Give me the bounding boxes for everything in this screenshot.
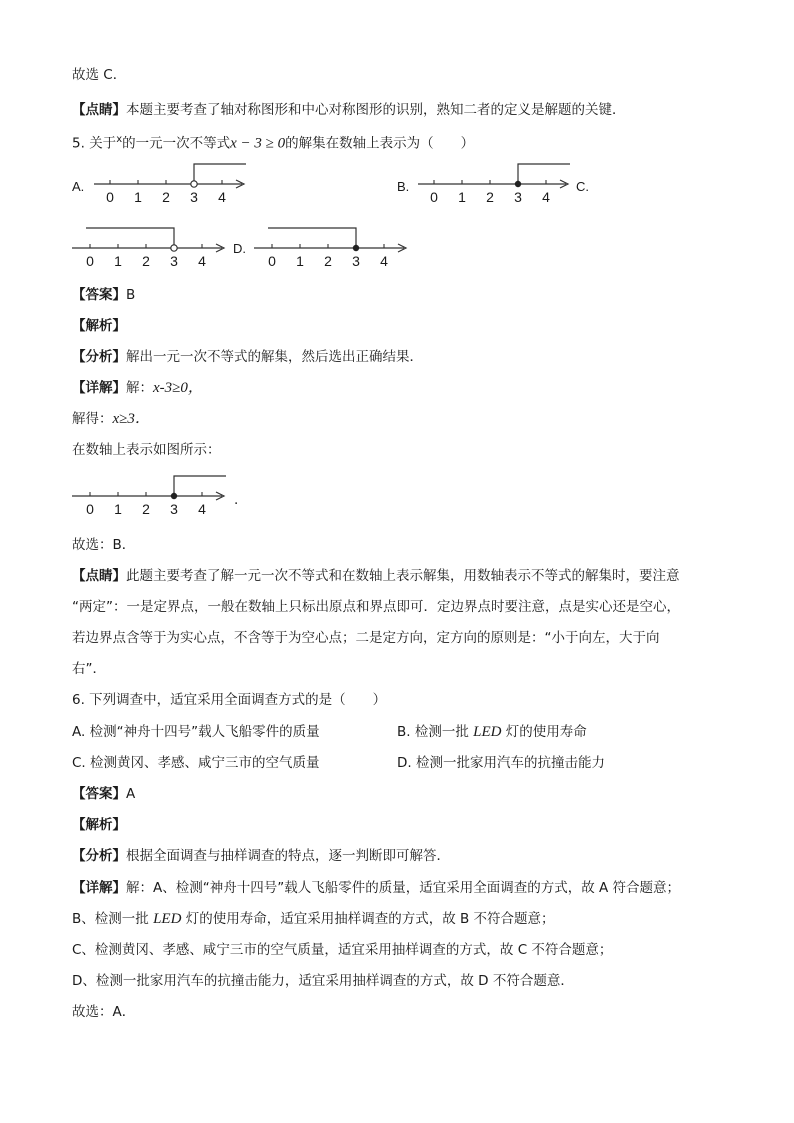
tick-label: 4: [218, 189, 226, 205]
detail-prefix: 解：: [126, 380, 153, 396]
q6-detail: [72, 879, 680, 897]
fenxi-tag: 【分析】: [72, 349, 126, 365]
tick-label: 2: [324, 253, 332, 269]
tick-label: 2: [486, 189, 494, 205]
q5-stem: [72, 131, 474, 153]
tick-label: 1: [458, 189, 466, 205]
dianjing-tag: 【点睛】: [72, 568, 126, 584]
q6-fenxi: [72, 847, 450, 865]
answer-text: B: [126, 287, 136, 303]
q6-option-b: [397, 723, 587, 741]
q5-conclusion: 故选：B．: [72, 537, 136, 553]
detail-tag: 【详解】: [72, 380, 126, 396]
q5-dianjing-l2: “两定”：一是定界点，一般在数轴上只标出原点和界点即可．定边界点时要注意，点是实心还是空心，: [72, 599, 680, 615]
detail-b-post: 灯的使用寿命，适宜采用抽样调查的方式，故 B 不符合题意；: [181, 911, 555, 927]
q5-solution-numberline: [70, 474, 230, 520]
fenxi-tag: 【分析】: [72, 848, 126, 864]
solved-prefix: 解得：: [72, 411, 113, 427]
q5-option-a-numberline: [90, 162, 250, 208]
q6-option-b-pre: B. 检测一批: [397, 724, 474, 740]
tick-label: 1: [114, 253, 122, 269]
tick-label: 4: [542, 189, 550, 205]
detail-b-pre: B、检测一批: [72, 911, 154, 927]
solid-point: [353, 245, 359, 251]
answer-tag: 【答案】: [72, 786, 126, 802]
tick-label: 3: [190, 189, 198, 205]
q6-stem: 6. 下列调查中，适宜采用全面调查方式的是（ ）: [72, 692, 387, 708]
solid-point: [171, 493, 177, 499]
q5-stem-a: 关于: [89, 135, 117, 152]
q5-var-x: x: [116, 134, 123, 145]
tick-label: 0: [430, 189, 438, 205]
tick-label: 0: [86, 253, 94, 269]
q6-detail-d: D、检测一批家用汽车的抗撞击能力，适宜采用抽样调查的方式，故 D 不符合题意．: [72, 973, 574, 989]
q5-option-b-label: B.: [397, 179, 410, 194]
q5-solved: [72, 410, 150, 428]
q5-option-d-label: D.: [233, 241, 246, 256]
fenxi-text: 解出一元一次不等式的解集，然后选出正确结果．: [126, 349, 423, 365]
q5-option-d-numberline: [252, 226, 412, 272]
tick-label: 4: [198, 253, 206, 269]
q5-option-c-label: C.: [576, 179, 589, 194]
q6-answer: [72, 785, 135, 803]
q5-jiexi: 【解析】: [72, 318, 126, 334]
detail-tag: 【详解】: [72, 880, 126, 896]
tick-label: 4: [380, 253, 388, 269]
q6-detail-b: [72, 910, 555, 928]
answer-text: A: [126, 786, 136, 802]
tick-label: 0: [268, 253, 276, 269]
dianjing-text: 本题主要考查了轴对称图形和中心对称图形的识别，熟知二者的定义是解题的关键．: [126, 102, 626, 118]
q5-fenxi: [72, 348, 423, 366]
q5-stem-b: 的一元一次不等式: [122, 135, 231, 152]
q5-number: 5.: [72, 135, 85, 152]
q5-show-text: 在数轴上表示如图所示：: [72, 442, 221, 458]
open-point: [191, 181, 197, 187]
open-point: [171, 245, 177, 251]
dianjing-text: 此题主要考查了解一元一次不等式和在数轴上表示解集，用数轴表示不等式的解集时，要注意: [126, 568, 680, 584]
q6-detail-c: C、检测黄冈、孝感、咸宁三市的空气质量，适宜采用抽样调查的方式，故 C 不符合题意；: [72, 942, 613, 958]
q5-detail: [72, 379, 203, 397]
tick-label: 3: [170, 501, 178, 517]
detail-b-led: LED: [153, 911, 182, 927]
tick-label: 1: [114, 501, 122, 517]
detail-text: 解：A、检测“神舟十四号”载人飞船零件的质量，适宜采用全面调查的方式，故 A 符合题意；: [126, 880, 681, 896]
tick-label: 3: [170, 253, 178, 269]
tick-label: 2: [142, 253, 150, 269]
tick-label: 4: [198, 501, 206, 517]
tick-label: 2: [142, 501, 150, 517]
solid-point: [515, 181, 521, 187]
q6-option-d: D. 检测一批家用汽车的抗撞击能力: [397, 755, 605, 771]
q6-jiexi: 【解析】: [72, 817, 126, 833]
q6-option-c: C. 检测黄冈、孝感、咸宁三市的空气质量: [72, 755, 320, 771]
q6-option-b-post: 灯的使用寿命: [501, 724, 587, 740]
q6-conclusion: 故选：A．: [72, 1004, 136, 1020]
q6-option-b-led: LED: [473, 724, 502, 740]
prev-dianjing: [72, 101, 626, 119]
q5-option-c-numberline: [70, 226, 230, 272]
tick-label: 0: [106, 189, 114, 205]
q5-inequality: x − 3 ≥ 0: [230, 135, 286, 152]
detail-expr: x-3≥0，: [153, 380, 203, 396]
solved-expr: x≥3．: [112, 411, 150, 427]
tick-label: 1: [296, 253, 304, 269]
tick-label: 3: [514, 189, 522, 205]
q5-option-b-numberline: [414, 162, 574, 208]
tick-label: 3: [352, 253, 360, 269]
q5-stem-c: 的解集在数轴上表示为（ ）: [285, 135, 475, 152]
q5-dianjing-l1: [72, 567, 680, 585]
fenxi-text: 根据全面调查与抽样调查的特点，逐一判断即可解答．: [126, 848, 450, 864]
answer-tag: 【答案】: [72, 287, 126, 303]
q5-dianjing-l3: 若边界点含等于为实心点，不含等于为空心点；二是定方向，定方向的原则是：“小于向左，大于向: [72, 630, 660, 646]
q5-option-a-label: A.: [72, 179, 85, 194]
tick-label: 1: [134, 189, 142, 205]
prev-conclusion: 故选 C．: [72, 67, 127, 83]
q5-answer: [72, 286, 135, 304]
q5-dianjing-l4: 右”．: [72, 661, 106, 677]
tick-label: 0: [86, 501, 94, 517]
q5-figure-period: .: [234, 492, 239, 508]
dianjing-tag: 【点睛】: [72, 102, 126, 118]
tick-label: 2: [162, 189, 170, 205]
q6-option-a: A. 检测“神舟十四号”载人飞船零件的质量: [72, 724, 320, 740]
